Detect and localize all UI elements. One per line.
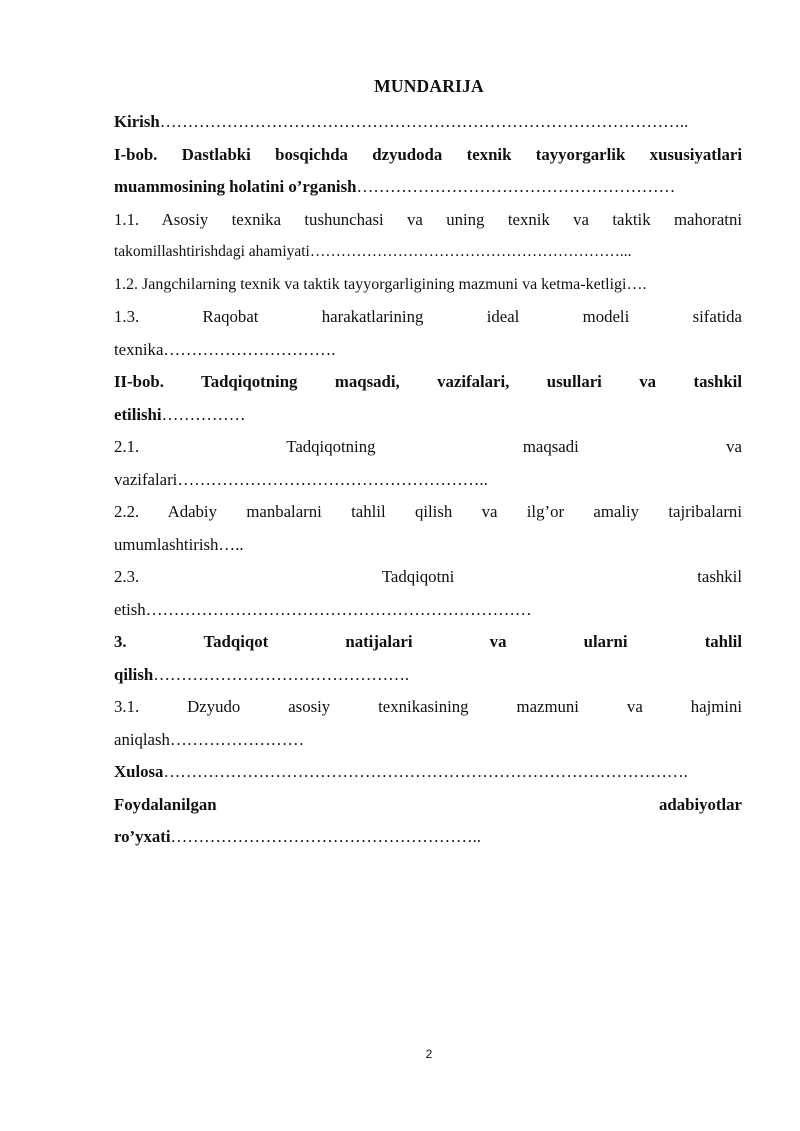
toc-entry-1-2[interactable] xyxy=(114,269,742,302)
toc-entry-intro[interactable] xyxy=(114,106,742,139)
toc-entry-label-continued: aniqlash xyxy=(114,729,170,749)
toc-leader-dots: ……………………………………………….. xyxy=(170,827,481,846)
toc-entry-label: 2.1. Tadqiqotning maqsadi va xyxy=(114,437,742,456)
toc-entry-label: 1.1. Asosiy texnika tushunchasi va uning texnik va taktik mahoratni xyxy=(114,209,742,229)
toc-entry-3-1[interactable] xyxy=(114,691,742,756)
toc-entry-label: 2.3. Tadqiqotni tashkil xyxy=(114,567,742,586)
toc-entry-label: 1.2. Jangchilarning texnik va taktik tayyorgarligining mazmuni va ketma-ketligi…. xyxy=(114,275,647,293)
toc-entry-label: 2.2. Adabiy manbalarni tahlil qilish va ilg’or amaliy tajribalarni xyxy=(114,502,742,521)
toc-entry-chapter-2[interactable] xyxy=(114,366,742,431)
toc-entry-label-continued: etilishi xyxy=(114,404,162,424)
toc-entry-label: 3. Tadqiqot natijalari va ularni tahlil xyxy=(114,632,742,651)
toc-entry-label: II-bob. Tadqiqotning maqsadi, vazifalari, usullari va tashkil xyxy=(114,372,742,391)
toc-leader-dots: …………… xyxy=(161,404,246,424)
toc-leader-dots: …………………………. xyxy=(163,339,336,359)
page-title: MUNDARIJA xyxy=(374,76,484,96)
toc-entry-label: Xulosa xyxy=(114,762,164,781)
toc-leader-dots: ….. xyxy=(218,534,244,554)
toc-entry-label-continued: muammosining holatini o’rganish xyxy=(114,177,357,196)
toc-leader-dots: ……………………………………………….. xyxy=(177,469,488,489)
toc-entry-1-1[interactable] xyxy=(114,204,742,269)
toc-entry-chapter-1[interactable] xyxy=(114,139,742,204)
toc-entry-conclusion[interactable] xyxy=(114,756,742,789)
toc-leader-dots: ……………………………………………………... xyxy=(309,243,632,260)
toc-leader-dots: ………………………………………. xyxy=(153,664,410,684)
toc-entry-label-continued: etish xyxy=(114,599,146,619)
toc-entry-label: I-bob. Dastlabki bosqichda dzyudoda texnik tayyorgarlik xususiyatlari xyxy=(114,144,742,164)
toc-leader-dots: …………………… xyxy=(169,729,305,749)
toc-leader-dots: ………………………………………………… xyxy=(356,177,676,196)
toc-entry-2-3[interactable] xyxy=(114,561,742,626)
toc-entry-2-2[interactable] xyxy=(114,496,742,561)
toc-entry-1-3[interactable] xyxy=(114,301,742,366)
toc-leader-dots: …………………………………………………………… xyxy=(145,599,532,619)
toc-entry-label: Foydalanilgan adabiyotlar xyxy=(114,794,742,814)
toc-entry-label: 3.1. Dzyudo asosiy texnikasining mazmuni va hajmini xyxy=(114,697,742,716)
toc-entry-label-continued: qilish xyxy=(114,664,154,684)
toc-entry-label-continued: ro’yxati xyxy=(114,827,171,846)
toc-entry-label-continued: texnika xyxy=(114,339,164,359)
toc-leader-dots: …………………………………………………………………………………. xyxy=(163,762,688,781)
toc-entry-label-continued: umumlashtirish xyxy=(114,534,219,554)
toc-entry-2-1[interactable] xyxy=(114,431,742,496)
toc-entry-chapter-3[interactable] xyxy=(114,626,742,691)
toc-entry-references[interactable] xyxy=(114,789,742,854)
table-of-contents xyxy=(114,106,742,854)
toc-entry-label-continued: vazifalari xyxy=(114,469,178,489)
toc-entry-label: Kirish xyxy=(114,112,160,131)
page-number: 2 xyxy=(425,1047,433,1061)
toc-leader-dots: ………………………………………………………………………………….. xyxy=(159,112,689,131)
toc-entry-label: 1.3. Raqobat harakatlarining ideal modeli sifatida xyxy=(114,307,742,326)
toc-entry-label-continued: takomillashtirishdagi ahamiyati xyxy=(114,243,310,260)
